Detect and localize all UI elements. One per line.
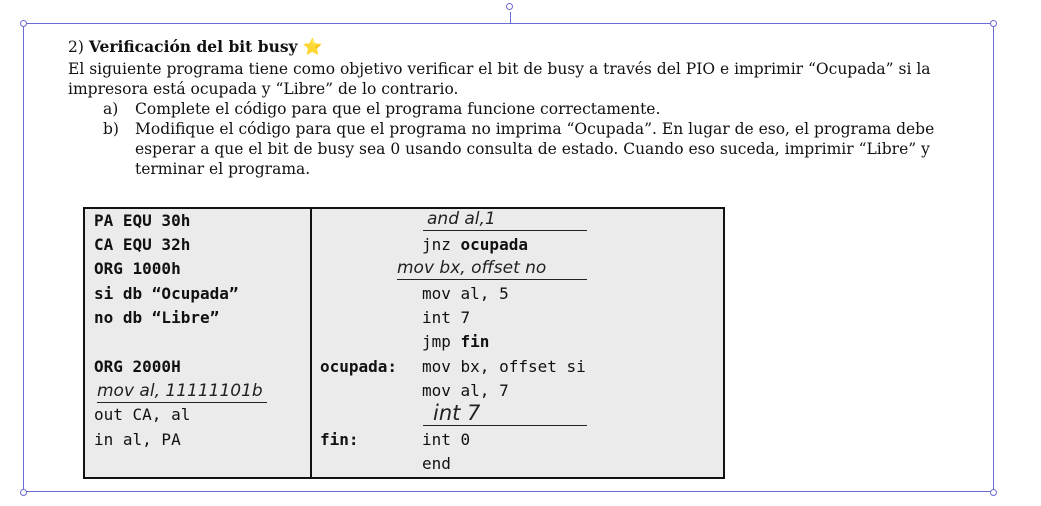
- code-label: fin:: [320, 430, 359, 449]
- handwritten-answer: and al,1: [427, 209, 496, 229]
- code-line: ORG 1000h: [94, 259, 181, 278]
- code-instruction: jnz: [422, 235, 461, 254]
- resize-handle-bottom-left[interactable]: [20, 489, 27, 496]
- code-line: int 0: [422, 430, 471, 449]
- answer-underline: [423, 230, 587, 231]
- list-item: [68, 99, 988, 119]
- exercise-items: [68, 99, 988, 179]
- exercise-title: [68, 37, 988, 57]
- code-line: mov al, 5: [422, 284, 509, 303]
- answer-underline: [97, 402, 267, 403]
- list-item-text: Complete el código para que el programa funcione correctamente.: [135, 100, 661, 118]
- answer-underline: [397, 279, 587, 280]
- rotation-handle-line: [510, 12, 511, 23]
- resize-handle-top-right[interactable]: [990, 20, 997, 27]
- code-line: CA EQU 32h: [94, 235, 191, 254]
- code-line: mov al, 7: [422, 381, 509, 400]
- list-item-text: Modifique el código para que el programa no imprima “Ocupada”. En lugar de eso, el programa debe esperar a que el bit de busy sea 0 usando consulta de estado. Cuando eso suceda, imprimir “Libre” y terminar el programa.: [135, 120, 935, 178]
- handwritten-answer: mov bx, offset no: [397, 258, 547, 278]
- code-line: [422, 332, 489, 351]
- answer-underline: [423, 425, 587, 426]
- code-line: int 7: [422, 308, 471, 327]
- list-item: [68, 119, 988, 179]
- code-line: PA EQU 30h: [94, 211, 191, 230]
- list-marker: a): [103, 100, 119, 118]
- exercise-heading: Verificación del bit busy: [88, 37, 298, 56]
- code-label-ref: fin: [460, 332, 490, 351]
- exercise-intro: El siguiente programa tiene como objetivo verificar el bit de busy a través del PIO e imprimir “Ocupada” si la impresora está ocupada y “Libre” de lo contrario.: [68, 60, 931, 98]
- resize-handle-top-left[interactable]: [20, 20, 27, 27]
- resize-handle-bottom-right[interactable]: [990, 489, 997, 496]
- star-icon: ⭐: [302, 37, 323, 56]
- code-line: end: [422, 454, 451, 473]
- code-line: [422, 235, 528, 254]
- code-line: si db “Ocupada”: [94, 284, 239, 303]
- rotation-handle[interactable]: [506, 3, 513, 10]
- column-divider: [310, 209, 312, 477]
- code-line: out CA, al: [94, 405, 191, 424]
- code-line: in al, PA: [94, 430, 181, 449]
- code-line: ORG 2000H: [94, 357, 181, 376]
- code-line: mov bx, offset si: [422, 357, 586, 376]
- handwritten-answer: int 7: [433, 401, 481, 425]
- code-table: [83, 207, 725, 479]
- code-instruction: jmp: [422, 332, 461, 351]
- exercise-text: [68, 37, 988, 179]
- code-label-ref: ocupada: [460, 235, 528, 254]
- code-line: no db “Libre”: [94, 308, 220, 327]
- code-label: ocupada:: [320, 357, 398, 376]
- exercise-number: 2): [68, 38, 84, 56]
- list-marker: b): [103, 120, 119, 138]
- handwritten-answer: mov al, 11111101b: [97, 381, 263, 401]
